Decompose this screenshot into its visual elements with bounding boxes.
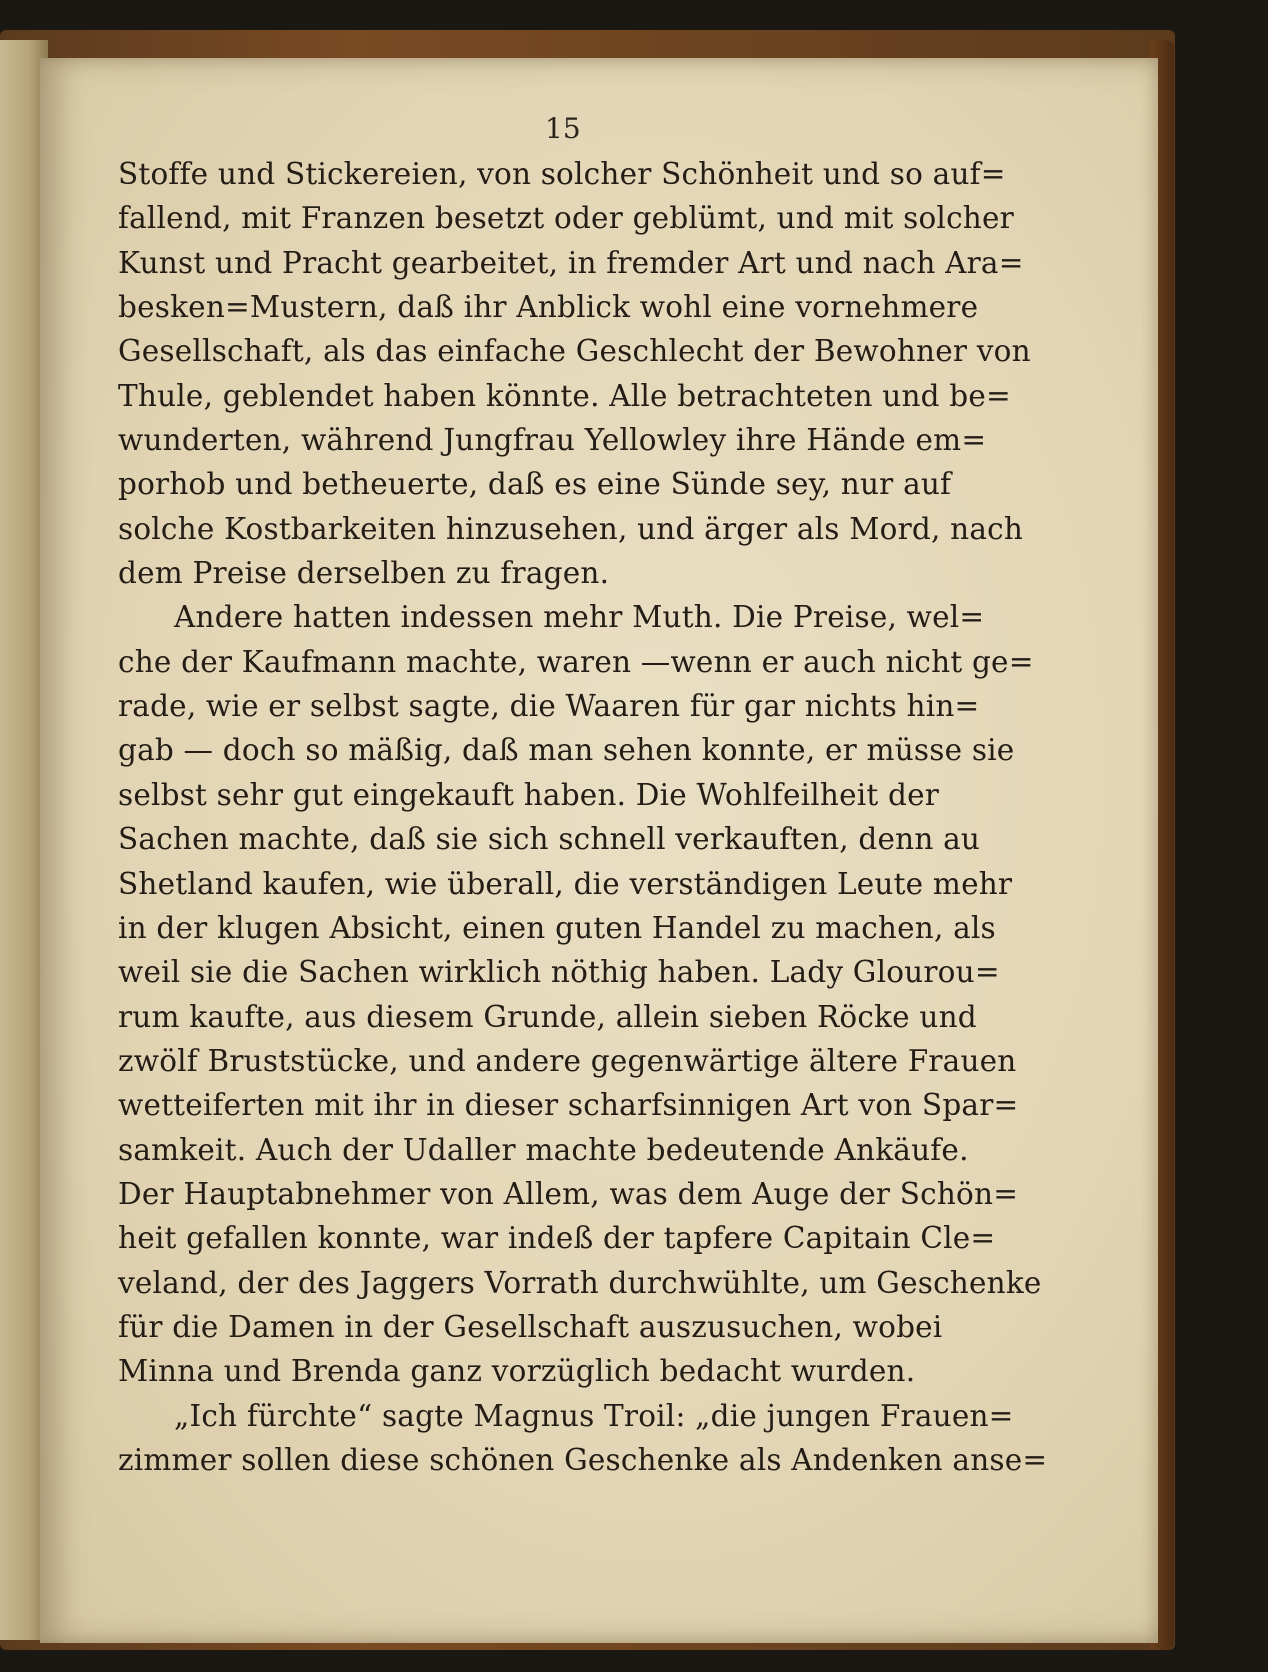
text-line: Sachen machte, daß sie sich schnell verkauften, denn au [118, 822, 981, 857]
text-line: Der Hauptabnehmer von Allem, was dem Auge der Schön= [118, 1176, 1019, 1211]
text-line: heit gefallen konnte, war indeß der tapfere Capitain Cle= [118, 1221, 996, 1256]
text-line: Andere hatten indessen mehr Muth. Die Preise, wel= [174, 600, 985, 635]
text-line: zimmer sollen diese schönen Geschenke als Andenken anse= [118, 1442, 1048, 1477]
text-line: für die Damen in der Gesellschaft auszusuchen, wobei [118, 1309, 943, 1344]
text-line: Minna und Brenda ganz vorzüglich bedacht wurden. [118, 1354, 916, 1389]
text-line: samkeit. Auch der Udaller machte bedeutende Ankäufe. [118, 1132, 969, 1167]
text-line: gab — doch so mäßig, daß man sehen konnte, er müsse sie [118, 733, 1015, 768]
text-line: Gesellschaft, als das einfache Geschlecht der Bewohner von [118, 334, 1031, 369]
text-line: Kunst und Pracht gearbeitet, in fremder Art und nach Ara= [118, 245, 1024, 280]
text-line: in der klugen Absicht, einen guten Handel zu machen, als [118, 910, 996, 945]
text-line: fallend, mit Franzen besetzt oder geblümt, und mit solcher [118, 201, 1014, 236]
text-line: rade, wie er selbst sagte, die Waaren für gar nichts hin= [118, 689, 980, 724]
text-line: weil sie die Sachen wirklich nöthig haben. Lady Glourou= [118, 955, 1000, 990]
page-number: 15 [545, 112, 581, 145]
text-line: wunderten, während Jungfrau Yellowley ihre Hände em= [118, 423, 987, 458]
text-line: che der Kaufmann machte, waren —wenn er auch nicht ge= [118, 644, 1034, 679]
text-line: Shetland kaufen, wie überall, die verständigen Leute mehr [118, 866, 1013, 901]
text-line: solche Kostbarkeiten hinzusehen, und ärger als Mord, nach [118, 511, 1024, 546]
text-line: selbst sehr gut eingekauft haben. Die Wohlfeilheit der [118, 777, 940, 812]
text-line: wetteiferten mit ihr in dieser scharfsinnigen Art von Spar= [118, 1088, 1019, 1123]
text-line: dem Preise derselben zu fragen. [118, 556, 610, 591]
text-line: Stoffe und Stickereien, von solcher Schönheit und so auf= [118, 157, 1006, 191]
text-line: porhob und betheuerte, daß es eine Sünde sey, nur auf [118, 467, 952, 502]
text-line: zwölf Bruststücke, und andere gegenwärtige ältere Frauen [118, 1043, 1017, 1078]
text-line: veland, der des Jaggers Vorrath durchwühlte, um Geschenke [118, 1265, 1042, 1300]
text-line: rum kaufte, aus diesem Grunde, allein sieben Röcke und [118, 999, 977, 1034]
text-line: Thule, geblendet haben könnte. Alle betrachteten und be= [118, 378, 1011, 413]
text-line: „Ich fürchte“ sagte Magnus Troil: „die jungen Frauen= [174, 1398, 1014, 1433]
page-text [118, 152, 1053, 1482]
text-line: besken=Mustern, daß ihr Anblick wohl eine vornehmere [118, 290, 979, 325]
